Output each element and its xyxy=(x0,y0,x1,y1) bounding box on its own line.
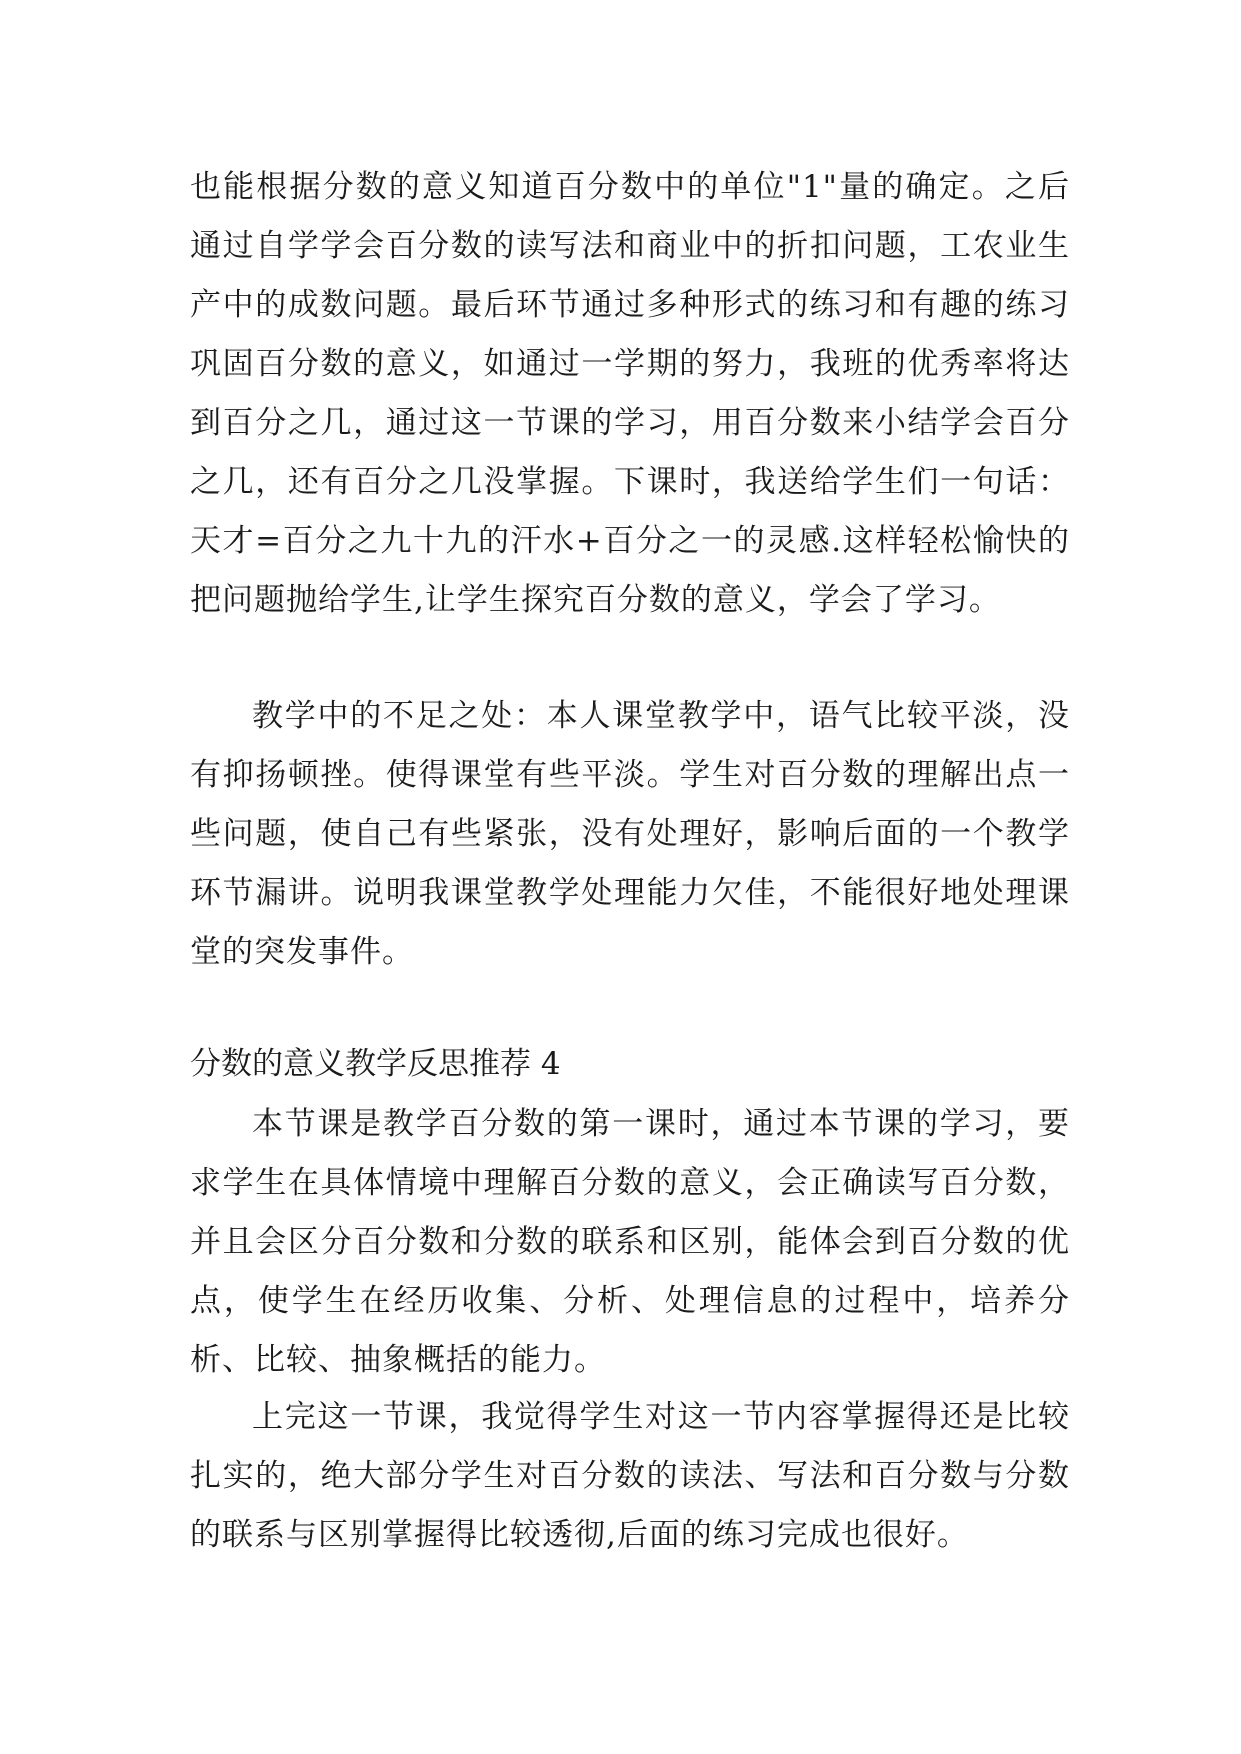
paragraph-intro: 本节课是教学百分数的第一课时，通过本节课的学习，要求学生在具体情境中理解百分数的意义，会正确读写百分数，并且会区分百分数和分数的联系和区别，能体会到百分数的优点，使学生在经历收集、分析、处理信息的过程中，培养分析、比较、抽象概括的能力。 xyxy=(190,1106,1070,1378)
paragraph-shortcomings: 教学中的不足之处：本人课堂教学中，语气比较平淡，没有抑扬顿挫。使得课堂有些平淡。学生对百分数的理解出点一些问题，使自己有些紧张，没有处理好，影响后面的一个教学环节漏讲。说明我课堂教学处理能力欠佳，不能很好地处理课堂的突发事件。 xyxy=(190,698,1070,970)
paragraph-continuation: 也能根据分数的意义知道百分数中的单位"1"量的确定。之后通过自学学会百分数的读写法和商业中的折扣问题，工农业生产中的成数问题。最后环节通过多种形式的练习和有趣的练习巩固百分数的意义，如通过一学期的努力，我班的优秀率将达到百分之几，通过这一节课的学习，用百分数来小结学会百分之几，还有百分之几没掌握。下课时，我送给学生们一句话：天才=百分之九十九的汗水+百分之一的灵感.这样轻松愉快的把问题抛给学生,让学生探究百分数的意义，学会了学习。 xyxy=(190,169,1070,618)
section-heading: 分数的意义教学反思推荐 4 xyxy=(190,1046,561,1082)
paragraph-after-class: 上完这一节课，我觉得学生对这一节内容掌握得还是比较扎实的，绝大部分学生对百分数的读法、写法和百分数与分数的联系与区别掌握得比较透彻,后面的练习完成也很好。 xyxy=(190,1399,1070,1553)
